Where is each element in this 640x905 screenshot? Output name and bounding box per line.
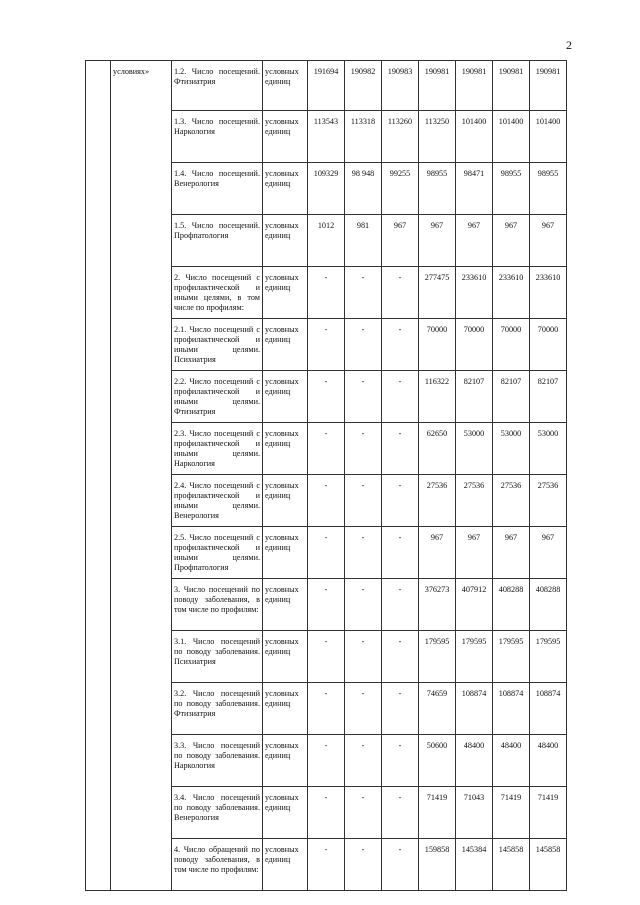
indicator-name-cell: 3.2. Число посещений по поводу заболевания. Фтизиатрия bbox=[172, 683, 263, 735]
value-cell: 98955 bbox=[493, 163, 530, 215]
value-cell: 408288 bbox=[493, 579, 530, 631]
value-cell: 27536 bbox=[530, 475, 567, 527]
value-cell: - bbox=[308, 475, 345, 527]
value-cell: 108874 bbox=[456, 683, 493, 735]
unit-cell: условных единиц bbox=[263, 735, 308, 787]
value-cell: 967 bbox=[456, 527, 493, 579]
value-cell: 967 bbox=[530, 527, 567, 579]
value-cell: 967 bbox=[456, 215, 493, 267]
page-number: 2 bbox=[566, 38, 572, 52]
value-cell: - bbox=[382, 319, 419, 371]
table-row bbox=[86, 61, 567, 111]
value-cell: - bbox=[382, 631, 419, 683]
value-cell: 71043 bbox=[456, 787, 493, 839]
value-cell: 967 bbox=[419, 215, 456, 267]
value-cell: 99255 bbox=[382, 163, 419, 215]
indicator-name-cell: 2.4. Число посещений с профилактической и иными целями. Венерология bbox=[172, 475, 263, 527]
value-cell: 53000 bbox=[530, 423, 567, 475]
value-cell: 179595 bbox=[493, 631, 530, 683]
unit-cell: условных единиц bbox=[263, 267, 308, 319]
value-cell: - bbox=[345, 735, 382, 787]
indicator-name-cell: 2.1. Число посещений с профилактической и иными целями. Психиатрия bbox=[172, 319, 263, 371]
indicator-name-cell: 1.5. Число посещений. Профпатология bbox=[172, 215, 263, 267]
value-cell: 233610 bbox=[493, 267, 530, 319]
indicator-name-cell: 3.3. Число посещений по поводу заболевания. Наркология bbox=[172, 735, 263, 787]
value-cell: 82107 bbox=[456, 371, 493, 423]
value-cell: 27536 bbox=[493, 475, 530, 527]
value-cell: 408288 bbox=[530, 579, 567, 631]
value-cell: 48400 bbox=[530, 735, 567, 787]
value-cell: - bbox=[345, 371, 382, 423]
value-cell: - bbox=[345, 319, 382, 371]
value-cell: - bbox=[308, 839, 345, 891]
value-cell: 62650 bbox=[419, 423, 456, 475]
value-cell: 71419 bbox=[419, 787, 456, 839]
value-cell: 108874 bbox=[493, 683, 530, 735]
unit-cell: условных единиц bbox=[263, 423, 308, 475]
value-cell: 981 bbox=[345, 215, 382, 267]
value-cell: - bbox=[345, 475, 382, 527]
value-cell: 82107 bbox=[493, 371, 530, 423]
value-cell: 967 bbox=[493, 527, 530, 579]
value-cell: 48400 bbox=[456, 735, 493, 787]
indicator-name-cell: 2.2. Число посещений с профилактической и иными целями. Фтизиатрия bbox=[172, 371, 263, 423]
value-cell: 109329 bbox=[308, 163, 345, 215]
value-cell: 98955 bbox=[530, 163, 567, 215]
value-cell: - bbox=[345, 579, 382, 631]
empty-left-column bbox=[86, 61, 111, 891]
indicator-name-cell: 1.4. Число посещений. Венерология bbox=[172, 163, 263, 215]
value-cell: 27536 bbox=[456, 475, 493, 527]
value-cell: 50600 bbox=[419, 735, 456, 787]
value-cell: 53000 bbox=[456, 423, 493, 475]
value-cell: - bbox=[345, 267, 382, 319]
value-cell: - bbox=[308, 787, 345, 839]
value-cell: 179595 bbox=[419, 631, 456, 683]
value-cell: 108874 bbox=[530, 683, 567, 735]
value-cell: 1012 bbox=[308, 215, 345, 267]
value-cell: 190981 bbox=[456, 61, 493, 111]
value-cell: 70000 bbox=[419, 319, 456, 371]
value-cell: 101400 bbox=[493, 111, 530, 163]
value-cell: - bbox=[382, 579, 419, 631]
value-cell: 967 bbox=[530, 215, 567, 267]
value-cell: 967 bbox=[419, 527, 456, 579]
unit-cell: условных единиц bbox=[263, 579, 308, 631]
value-cell: - bbox=[308, 267, 345, 319]
unit-cell: условных единиц bbox=[263, 111, 308, 163]
value-cell: - bbox=[382, 267, 419, 319]
value-cell: 113543 bbox=[308, 111, 345, 163]
value-cell: - bbox=[308, 683, 345, 735]
value-cell: 145384 bbox=[456, 839, 493, 891]
value-cell: 190983 bbox=[382, 61, 419, 111]
unit-cell: условных единиц bbox=[263, 163, 308, 215]
indicators-table bbox=[85, 60, 567, 891]
value-cell: 190982 bbox=[345, 61, 382, 111]
indicator-name-cell: 3.4. Число посещений по поводу заболевания. Венерология bbox=[172, 787, 263, 839]
value-cell: - bbox=[308, 371, 345, 423]
unit-cell: условных единиц bbox=[263, 631, 308, 683]
value-cell: 27536 bbox=[419, 475, 456, 527]
value-cell: - bbox=[382, 839, 419, 891]
value-cell: - bbox=[382, 683, 419, 735]
value-cell: 53000 bbox=[493, 423, 530, 475]
value-cell: - bbox=[382, 371, 419, 423]
value-cell: 233610 bbox=[530, 267, 567, 319]
value-cell: 74659 bbox=[419, 683, 456, 735]
value-cell: 82107 bbox=[530, 371, 567, 423]
indicator-name-cell: 3. Число посещений по поводу заболевания, в том числе по профилям: bbox=[172, 579, 263, 631]
value-cell: 48400 bbox=[493, 735, 530, 787]
value-cell: 98471 bbox=[456, 163, 493, 215]
value-cell: - bbox=[382, 475, 419, 527]
value-cell: - bbox=[382, 527, 419, 579]
unit-cell: условных единиц bbox=[263, 527, 308, 579]
indicator-name-cell: 2.5. Число посещений с профилактической и иными целями. Профпатология bbox=[172, 527, 263, 579]
value-cell: - bbox=[308, 579, 345, 631]
indicator-name-cell: 2. Число посещений с профилактической и иными целями, в том числе по профилям: bbox=[172, 267, 263, 319]
value-cell: 967 bbox=[382, 215, 419, 267]
indicators-table-body bbox=[86, 61, 567, 891]
value-cell: 70000 bbox=[530, 319, 567, 371]
value-cell: 98955 bbox=[419, 163, 456, 215]
unit-cell: условных единиц bbox=[263, 475, 308, 527]
value-cell: 376273 bbox=[419, 579, 456, 631]
value-cell: - bbox=[345, 631, 382, 683]
unit-cell: условных единиц bbox=[263, 371, 308, 423]
value-cell: 101400 bbox=[456, 111, 493, 163]
value-cell: - bbox=[308, 631, 345, 683]
value-cell: 145858 bbox=[493, 839, 530, 891]
value-cell: - bbox=[308, 527, 345, 579]
value-cell: 190981 bbox=[493, 61, 530, 111]
indicator-name-cell: 2.3. Число посещений с профилактической и иными целями. Наркология bbox=[172, 423, 263, 475]
value-cell: 159858 bbox=[419, 839, 456, 891]
value-cell: - bbox=[345, 683, 382, 735]
value-cell: - bbox=[345, 527, 382, 579]
value-cell: 190981 bbox=[419, 61, 456, 111]
value-cell: 70000 bbox=[493, 319, 530, 371]
value-cell: - bbox=[308, 319, 345, 371]
value-cell: - bbox=[382, 735, 419, 787]
value-cell: 71419 bbox=[530, 787, 567, 839]
value-cell: 113260 bbox=[382, 111, 419, 163]
value-cell: 145858 bbox=[530, 839, 567, 891]
value-cell: 113318 bbox=[345, 111, 382, 163]
value-cell: 70000 bbox=[456, 319, 493, 371]
value-cell: - bbox=[345, 787, 382, 839]
value-cell: 967 bbox=[493, 215, 530, 267]
value-cell: - bbox=[382, 423, 419, 475]
group-prefix-cell: условиях» bbox=[111, 61, 172, 891]
value-cell: 116322 bbox=[419, 371, 456, 423]
unit-cell: условных единиц bbox=[263, 683, 308, 735]
indicator-name-cell: 4. Число обращений по поводу заболевания, в том числе по профилям: bbox=[172, 839, 263, 891]
value-cell: 179595 bbox=[456, 631, 493, 683]
indicator-name-cell: 1.3. Число посещений. Наркология bbox=[172, 111, 263, 163]
value-cell: 407912 bbox=[456, 579, 493, 631]
unit-cell: условных единиц bbox=[263, 215, 308, 267]
unit-cell: условных единиц bbox=[263, 319, 308, 371]
value-cell: - bbox=[382, 787, 419, 839]
value-cell: - bbox=[308, 735, 345, 787]
unit-cell: условных единиц bbox=[263, 787, 308, 839]
indicator-name-cell: 3.1. Число посещений по поводу заболевания. Психиатрия bbox=[172, 631, 263, 683]
unit-cell: условных единиц bbox=[263, 839, 308, 891]
value-cell: 98 948 bbox=[345, 163, 382, 215]
value-cell: 71419 bbox=[493, 787, 530, 839]
value-cell: 233610 bbox=[456, 267, 493, 319]
value-cell: 101400 bbox=[530, 111, 567, 163]
value-cell: 113250 bbox=[419, 111, 456, 163]
value-cell: - bbox=[345, 839, 382, 891]
value-cell: 190981 bbox=[530, 61, 567, 111]
value-cell: 179595 bbox=[530, 631, 567, 683]
value-cell: - bbox=[308, 423, 345, 475]
value-cell: 191694 bbox=[308, 61, 345, 111]
indicator-name-cell: 1.2. Число посещений. Фтизиатрия bbox=[172, 61, 263, 111]
value-cell: - bbox=[345, 423, 382, 475]
unit-cell: условных единиц bbox=[263, 61, 308, 111]
value-cell: 277475 bbox=[419, 267, 456, 319]
